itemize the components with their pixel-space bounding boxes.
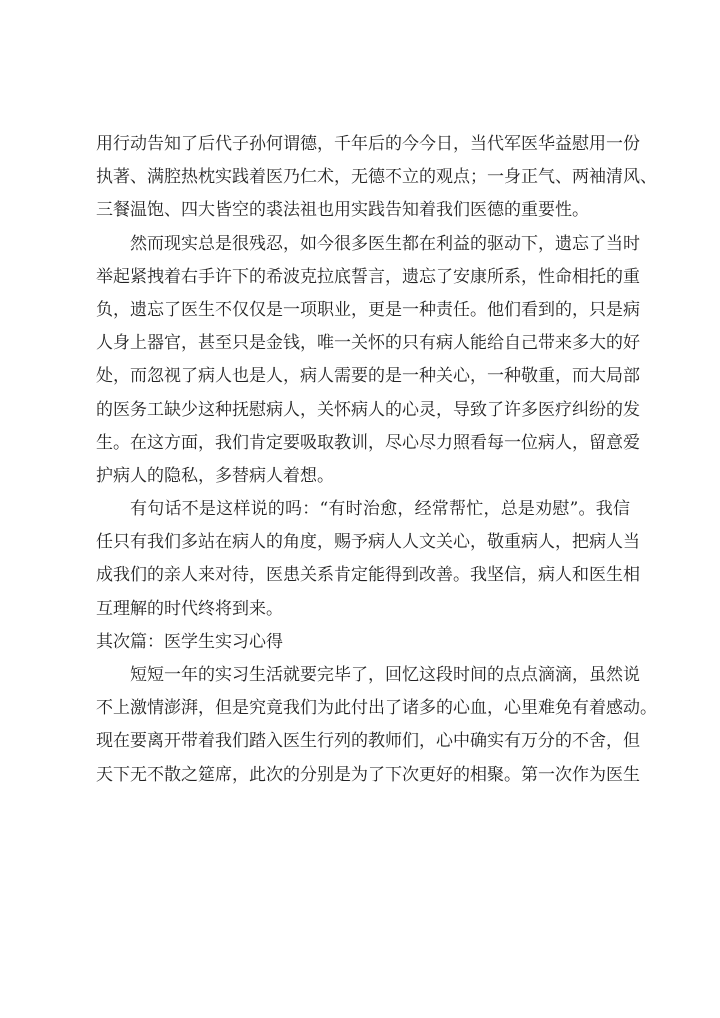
paragraph-first-line: 短短一年的实习生活就要完毕了，回忆这段时间的点点滴滴，虽然说 xyxy=(130,665,640,685)
text-line: 的医务工缺少这种抚慰病人，关怀病人的心灵，导致了许多医疗纠纷的发 xyxy=(96,399,640,420)
text-line: 用行动告知了后代子孙何谓德，千年后的今今日，当代军医华益慰用一份 xyxy=(96,134,640,154)
text-line: 现在要离开带着我们踏入医生行列的教师们，心中确实有万分的不舍，但 xyxy=(96,731,640,752)
text-line: 互理解的时代终将到来。 xyxy=(96,598,283,619)
text-line: 不上激情澎湃，但是究竟我们为此付出了诸多的心血，心里难免有着感动。 xyxy=(96,698,657,719)
text-line: 三餐温饱、四大皆空的裘法祖也用实践告知着我们医德的重要性。 xyxy=(96,200,589,221)
text-line: 处，而忽视了病人也是人，病人需要的是一种关心，一种敬重，而大局部 xyxy=(96,366,640,387)
text-line: 生。在这方面，我们肯定要吸取教训，尽心尽力照看每一位病人，留意爱 xyxy=(96,432,640,453)
text-line: 任只有我们多站在病人的角度，赐予病人人文关心，敬重病人，把病人当 xyxy=(96,532,640,553)
text-line: 举起紧拽着右手许下的希波克拉底誓言，遗忘了安康所系，性命相托的重 xyxy=(96,266,640,287)
section-heading: 其次篇：医学生实习心得 xyxy=(96,631,283,652)
paragraph-first-line: 有句话不是这样说的吗：“有时治愈，经常帮忙，总是劝慰”。我信 xyxy=(130,499,630,520)
paragraph-first-line: 然而现实总是很残忍，如今很多医生都在利益的驱动下，遗忘了当时 xyxy=(130,233,640,254)
text-line: 护病人的隐私，多替病人着想。 xyxy=(96,465,334,486)
text-line: 天下无不散之筵席，此次的分别是为了下次更好的相聚。第一次作为医生 xyxy=(96,764,640,785)
text-line: 执著、满腔热枕实践着医乃仁术，无德不立的观点；一身正气、两袖清风、 xyxy=(96,167,657,188)
text-line: 成我们的亲人来对待，医患关系肯定能得到改善。我坚信，病人和医生相 xyxy=(96,565,640,586)
text-line: 人身上器官，甚至只是金钱，唯一关怀的只有病人能给自己带来多大的好 xyxy=(96,333,640,354)
text-line: 负，遗忘了医生不仅仅是一项职业，更是一种责任。他们看到的，只是病 xyxy=(96,299,640,320)
document-body xyxy=(96,128,657,792)
